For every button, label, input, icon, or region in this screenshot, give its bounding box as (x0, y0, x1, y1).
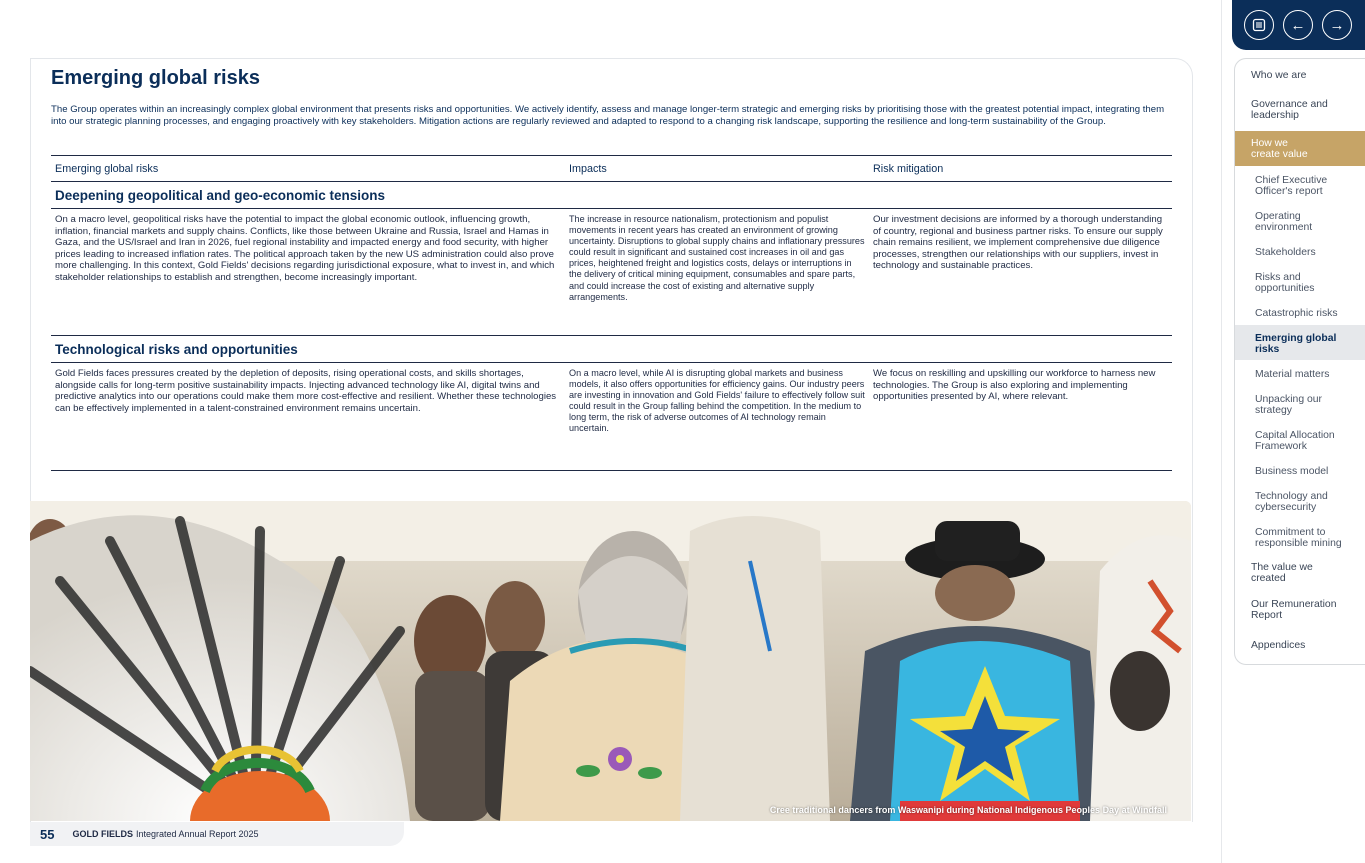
arrow-right-icon[interactable]: → (1322, 10, 1352, 40)
arrow-left-icon[interactable]: ← (1283, 10, 1313, 40)
nav-item-capital-allocation[interactable]: Capital Allocation Framework (1255, 430, 1335, 452)
risk-cell: Gold Fields faces pressures created by the depletion of deposits, rising operational costs, and skills shortages, alongside calls for long-term positive sustainability impacts. Injecting advanced technology like AI, digital twins and predictive analytics into our operations could make them more cost-effective and resilient. Whether these technologies can be effectively implemented in a talent-constrained environment remains uncertain. (55, 368, 557, 414)
nav-item-unpacking-strategy[interactable]: Unpacking our strategy (1255, 394, 1323, 416)
nav-toolbar (1232, 0, 1365, 50)
header-risks: Emerging global risks (55, 162, 159, 175)
nav-item-business-model[interactable]: Business model (1255, 466, 1329, 477)
header-mitigation: Risk mitigation (873, 162, 944, 175)
nav-item-governance[interactable]: Governance and leadership (1251, 99, 1328, 121)
mitigation-cell: Our investment decisions are informed by a thorough understanding of country, regional and business partner risks. To ensure our supply chain remains resilient, we implement comprehensive due diligence processes, strengthen our relationships with our suppliers, invest in technology and sustainable practices. (873, 214, 1163, 272)
nav-item-material-matters[interactable]: Material matters (1255, 369, 1330, 380)
risk-cell: On a macro level, geopolitical risks have the potential to impact the global economic outlook, influencing growth, inflation, financial markets and supply chains. Conflicts, like those between Ukraine and Russia, Israel and Hamas in Gaza, and the US/Israel and Iran in 2026, fuel regional instability and impacted energy and food security, with higher prices leading to increased inflation rates. The political approach taken by the new US administration could also prove more challenging. In this context, Gold Fields' decisions regarding jurisdictional exposure, what to invest in, and which stakeholder relationships to establish and strengthen, become increasingly important. (55, 214, 555, 283)
impacts-cell: The increase in resource nationalism, protectionism and populist movements in recent years has created an environment of growing uncertainty. Disruptions to global supply chains and inflationary pressures could result in significant and sustained cost increases in oil and gas prices, heightened freight and logistics costs, delays or interruptions in the delivery of critical mining equipment, consumables and spare parts, and could increase the cost of existing and alternative supply arrangements. (569, 214, 865, 302)
table-header (51, 155, 1172, 182)
table-row (51, 209, 1172, 336)
footer-report-title: Integrated Annual Report 2025 (135, 829, 259, 839)
nav-item-remuneration-report[interactable]: Our Remuneration Report (1251, 599, 1337, 621)
impacts-cell: On a macro level, while AI is disrupting global markets and business models, it also offers opportunities for efficiency gains. Our industry peers are investing in innovation and Gold Fields' failure to effectively follow suit could result in the Group falling behind the competition. In the medium to long term, the risk of adverse outcomes of AI technology remain uncertain. (569, 368, 865, 434)
nav-item-value-we-created[interactable]: The value we created (1251, 562, 1313, 584)
intro-paragraph: The Group operates within an increasingly complex global environment that presents risks and opportunities. We actively identify, assess and manage longer-term strategic and emerging risks by prioritising those with the greatest potential impact, integrating them into our strategic planning processes, and engaging proactively with key stakeholders. Mitigation actions are regularly reviewed and adapted to respond to a changing risk landscape, supporting the resilience and long-term sustainability of the Group. (51, 104, 1165, 128)
table-row (51, 363, 1172, 471)
page-number: 55 (40, 826, 55, 842)
nav-item-catastrophic-risks[interactable]: Catastrophic risks (1255, 308, 1338, 319)
section-heading: Deepening geopolitical and geo-economic tensions (51, 182, 1172, 209)
footer-brand: GOLD FIELDS (72, 829, 133, 839)
nav-item-ceo-report[interactable]: Chief Executive Officer's report (1255, 175, 1328, 197)
nav-item-how-we-create-value[interactable]: How we create value (1251, 138, 1308, 160)
contents-icon[interactable] (1244, 10, 1274, 40)
sidebar-nav (1234, 58, 1365, 665)
dancers-photo (30, 501, 1191, 821)
section-heading: Technological risks and opportunities (51, 336, 1172, 363)
nav-item-appendices[interactable]: Appendices (1251, 640, 1306, 651)
risks-table (51, 155, 1172, 471)
header-impacts: Impacts (569, 162, 607, 175)
contents-glyph (1252, 18, 1266, 32)
nav-item-risks-opportunities[interactable]: Risks and opportunities (1255, 272, 1315, 294)
nav-item-technology-cybersecurity[interactable]: Technology and cybersecurity (1255, 491, 1328, 513)
photo-illustration (30, 501, 1191, 821)
sidebar-divider (1221, 0, 1222, 863)
page-title: Emerging global risks (51, 67, 260, 89)
nav-item-responsible-mining[interactable]: Commitment to responsible mining (1255, 527, 1342, 549)
nav-item-stakeholders[interactable]: Stakeholders (1255, 247, 1316, 258)
page-footer (30, 822, 404, 846)
photo-caption: Cree traditional dancers from Waswanipi during National Indigenous Peoples Day at Windfall (769, 805, 1167, 815)
nav-item-operating-environment[interactable]: Operating environment (1255, 211, 1313, 233)
mitigation-cell: We focus on reskilling and upskilling our workforce to harness new technologies. The Group is also exploring and implementing opportunities presented by AI, where relevant. (873, 368, 1156, 403)
nav-item-emerging-global-risks[interactable]: Emerging global risks (1255, 333, 1337, 355)
nav-item-who-we-are[interactable]: Who we are (1251, 70, 1307, 81)
